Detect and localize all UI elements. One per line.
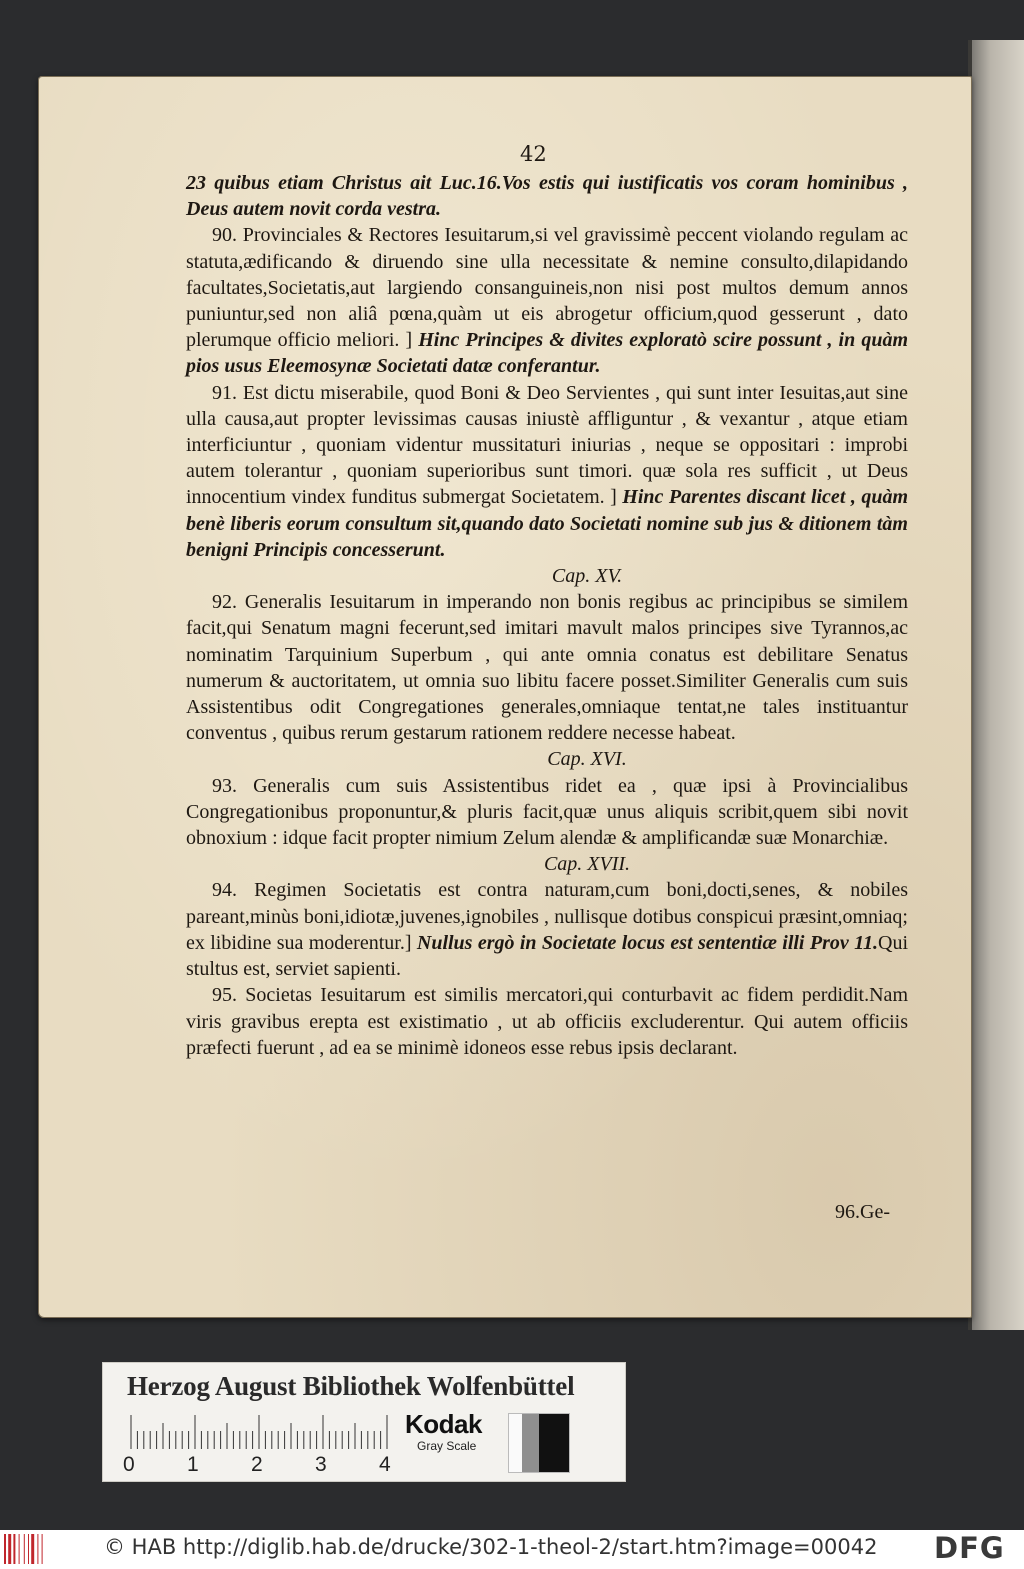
barcode-icon: [4, 1534, 48, 1564]
footer-bar: [0, 1530, 1024, 1569]
footer-link[interactable]: © HAB http://diglib.hab.de/drucke/302-1-theol-2/start.htm?image=00042: [104, 1535, 878, 1559]
color-scale-card: [102, 1362, 626, 1482]
paragraph-text: 95. Societas Iesuitarum est similis mercatori,qui conturbavit ac fidem perdidit.Nam viris gravibus erepta est existimatio , ut ab officiis excluderentur. Qui autem officiis præfecti fuerunt , ad ea se minimè idoneos esse rebus ipsis declarant.: [186, 984, 908, 1059]
paragraph: [186, 877, 908, 982]
page-number: 42: [520, 142, 547, 166]
chapter-heading: Cap. XV.: [551, 565, 623, 588]
kodak-logo: Kodak: [405, 1409, 482, 1439]
chapter-heading: Cap. XVII.: [543, 853, 631, 876]
page-text: [186, 170, 908, 1210]
ruler-number: 3: [315, 1453, 327, 1476]
paragraph-text: 91. Est dictu miserabile, quod Boni & Deo Servientes , qui sunt inter Iesuitas,aut sine ulla causa,aut propter levissimas causas iniustè affliguntur , & vexantur , atque etiam interficiuntur , quoniam videntur mussitaturi iniurias , neque se oppositari : improbi autem tolerantur , quoniam superioribus sunt timori. quæ sola res sufficit , ut Deus innocentium vindex funditus submergat Societatem. ]: [186, 381, 908, 509]
paragraph-text: 93. Generalis cum suis Assistentibus ridet ea , quæ ipsi à Provincialibus Congregationibus proponuntur,& pluris facit,quæ unus aliquis scribit,quem sibi novit obnoxium : idque facit propter nimium Zelum alendæ & amplificandæ suæ Monarchiæ.: [186, 774, 908, 850]
ruler-number: 4: [379, 1453, 391, 1476]
italic-gloss: Hinc Principes & divites exploratò scire possunt , in quàm pios usus Eleemosynæ Societati datæ conferantur.: [186, 329, 908, 378]
text-line: [186, 170, 908, 222]
paragraph: [186, 222, 908, 379]
paragraph-text: 92. Generalis Iesuitarum in imperando non bonis regibus ac principibus se similem facit,qui Senatum magni fecerunt,sed imitari mavult malos principes sive Tyrannos,ac nominatim Tarquinium Superbum , qui ante omnia conatus est debilitare Senatus numerum & auctoritatem, ut omnia suo libitu facere posset.Similiter Generalis cum suis Assistentibus odit Congregationes generales,omniaque tentat,ne tales instituantur conventus , quibus rerum gestarum rationem reddere necesse habeat.: [186, 591, 908, 745]
italic-gloss: Nullus ergò in Societate locus est sententiæ illi Prov 11.: [416, 931, 878, 954]
catchword: 96.Ge-: [835, 1201, 890, 1223]
italic-gloss: Hinc Parentes discant licet , quàm benè liberis eorum consultum sit,quando dato Societati nomine sub jus & ditionem tàm benigni Principis concesserunt.: [186, 486, 908, 561]
paragraph-text: Qui stultus est, serviet sapienti.: [186, 931, 908, 981]
ruler-numbers: [123, 1453, 413, 1477]
paragraph: [186, 589, 908, 746]
next-page-edge: [968, 40, 1024, 1330]
paragraph-text: 94. Regimen Societatis est contra naturam,cum boni,docti,senes, & nobiles pareant,minùs boni,idiotæ,juvenes,ignobiles , nullisque dotibus conspicui præsint,omniaq; ex libidine sua moderentur.]: [186, 879, 908, 954]
ruler-number: 1: [187, 1453, 199, 1476]
ruler-ticks: [129, 1415, 391, 1449]
paragraph: [186, 982, 908, 1061]
gray-patch: [508, 1413, 570, 1473]
ruler-number: 0: [123, 1453, 135, 1476]
paragraph-text: 90. Provinciales & Rectores Iesuitarum,si vel gravissimè peccent violando regulam ac statuta,ædificando & diruendo sine ulla necessitate & nemine consulto,dilapidando facultates,Societatis,aut largiendo consanguineis,non nisi post multos demum annos puniuntur,sed non aliâ pœna,quàm ut eis abrogetur officium,quod gesserunt , dato plerumque officio meliori. ]: [186, 224, 908, 352]
italic-text: 23 quibus etiam Christus ait Luc.16.Vos estis qui iustificatis vos coram hominibus , Deus autem novit corda vestra.: [186, 172, 908, 221]
dfg-logo: DFG: [934, 1531, 1005, 1565]
chapter-heading: Cap. XVI.: [547, 748, 627, 771]
paragraph: [186, 773, 908, 852]
gray-scale-label: Gray Scale: [417, 1439, 477, 1453]
library-name: Herzog August Bibliothek Wolfenbüttel: [127, 1371, 575, 1401]
ruler-number: 2: [251, 1453, 263, 1476]
paragraph: [186, 380, 908, 563]
